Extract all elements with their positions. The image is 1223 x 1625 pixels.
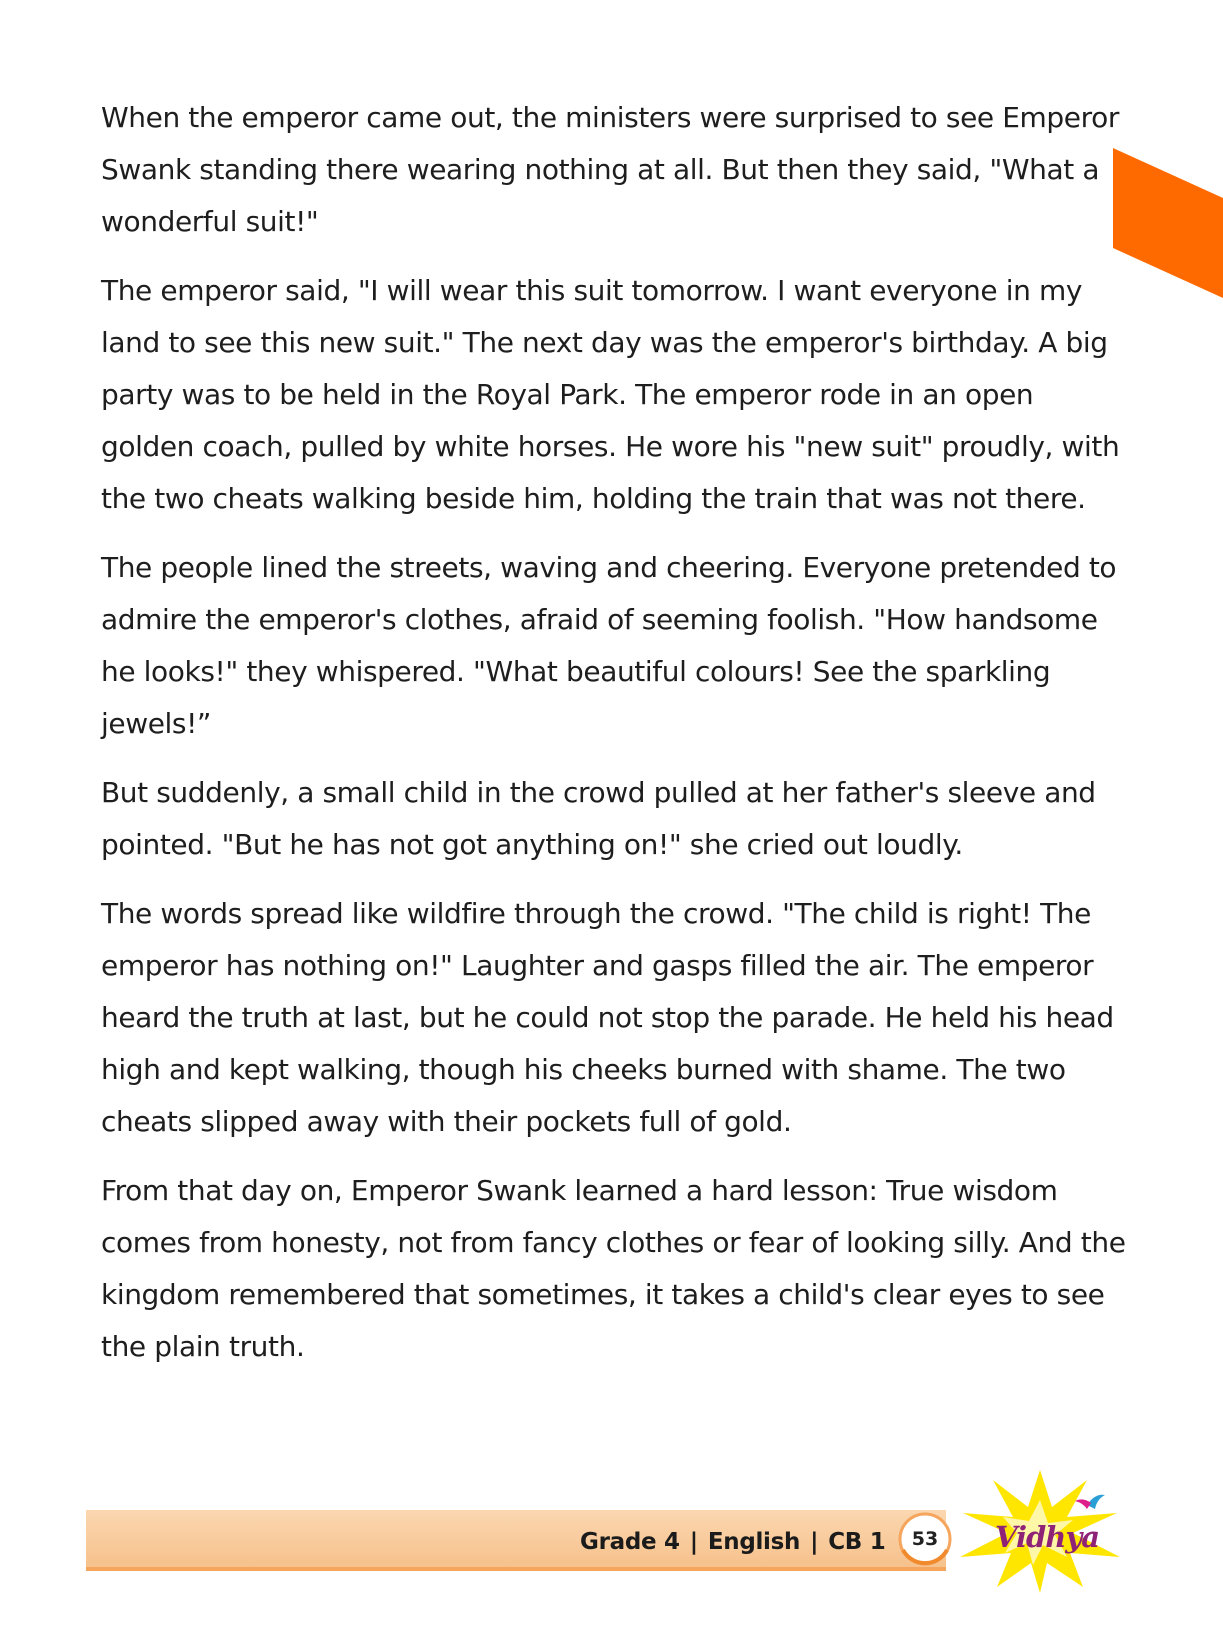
- footer-label: [580, 1517, 885, 1567]
- paragraph-5: The words spread like wildfire through the crowd. "The child is right! The emperor has nothing on!" Laughter and gasps filled the air. The emperor heard the truth at last, but he could not stop the parade. He held his head high and kept walking, though his cheeks burned with shame. The two cheats slipped away with their pockets full of gold.: [101, 897, 1114, 1138]
- hummingbird-icon: [1075, 1495, 1105, 1509]
- footer-subject: English: [707, 1529, 801, 1555]
- footer-separator: |: [810, 1529, 819, 1555]
- paragraph-4: But suddenly, a small child in the crowd pulled at her father's sleeve and pointed. "But he has not got anything on!" she cried out loudly.: [101, 776, 1096, 861]
- story-text: [101, 92, 1131, 1390]
- paragraph-1: When the emperor came out, the ministers were surprised to see Emperor Swank standing there wearing nothing at all. But then they said, "What a wonderful suit!": [101, 101, 1119, 238]
- paragraph-6: From that day on, Emperor Swank learned a hard lesson: True wisdom comes from honesty, not from fancy clothes or fear of looking silly. And the kingdom remembered that sometimes, it takes a child's clear eyes to see the plain truth.: [101, 1174, 1126, 1363]
- logo-wordmark: Vidhya: [995, 1520, 1100, 1554]
- paragraph-3: The people lined the streets, waving and cheering. Everyone pretended to admire the emperor's clothes, afraid of seeming foolish. "How handsome he looks!" they whispered. "What beautiful colours! See the sparkling jewels!”: [101, 551, 1117, 740]
- page-number: 53: [911, 1528, 939, 1550]
- footer-separator: |: [689, 1529, 698, 1555]
- footer-grade: Grade 4: [580, 1529, 680, 1555]
- footer-book: CB 1: [828, 1529, 886, 1555]
- paragraph-2: The emperor said, "I will wear this suit tomorrow. I want everyone in my land to see this new suit." The next day was the emperor's birthday. A big party was to be held in the Royal Park. The emperor rode in an open golden coach, pulled by white horses. He wore his "new suit" proudly, with the two cheats walking beside him, holding the train that was not there.: [101, 274, 1120, 515]
